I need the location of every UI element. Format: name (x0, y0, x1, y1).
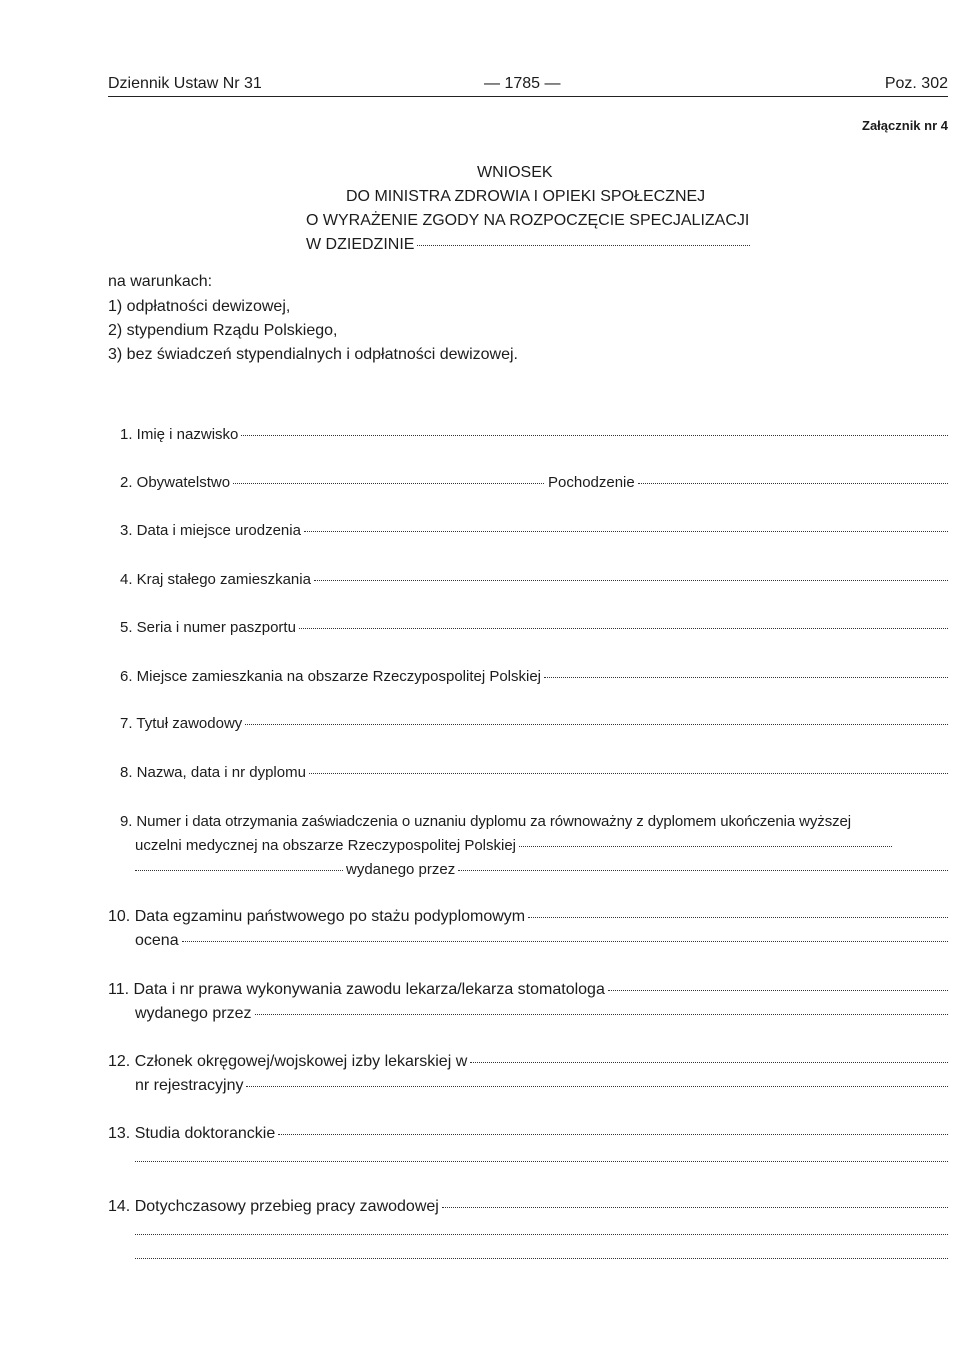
field-diploma-label: 8. Nazwa, data i nr dyplomu (120, 764, 306, 781)
field-residence-country-input[interactable] (314, 580, 948, 581)
field-birth (120, 522, 948, 539)
header-rule (108, 96, 948, 97)
specialization-label: W DZIEDZINIE (306, 236, 415, 253)
field-name-input[interactable] (241, 435, 948, 436)
field-recognition-label-2: uczelni medycznej na obszarze Rzeczypospolitej Polskiej (135, 837, 517, 854)
field-passport-label: 5. Seria i numer paszportu (120, 619, 296, 636)
field-doctoral (108, 1125, 948, 1143)
field-origin-input[interactable] (638, 483, 948, 484)
field-title-label: 7. Tytuł zawodowy (120, 715, 243, 732)
field-exam-label: 10. Data egzaminu państwowego po stażu podyplomowym (108, 908, 526, 925)
field-name (120, 426, 948, 443)
field-residence-poland (120, 668, 948, 685)
conditions-intro: na warunkach: (108, 273, 213, 290)
field-title-input[interactable] (245, 724, 948, 725)
field-license-label: 11. Data i nr prawa wykonywania zawodu lekarza/lekarza stomatologa (108, 981, 605, 998)
field-license-issuer (135, 1005, 948, 1023)
title-line-1: WNIOSEK (477, 164, 553, 181)
field-work-history-label: 14. Dotychczasowy przebieg pracy zawodowej (108, 1198, 439, 1215)
field-chamber-registration (135, 1077, 948, 1095)
field-doctoral-input[interactable] (278, 1134, 948, 1135)
field-birth-label: 3. Data i miejsce urodzenia (120, 522, 301, 539)
field-exam (108, 908, 948, 926)
field-recognition-extra-input[interactable] (135, 870, 343, 871)
field-work-history-line-3[interactable] (135, 1258, 948, 1259)
field-passport (120, 619, 948, 636)
field-residence-poland-label: 6. Miejsce zamieszkania na obszarze Rzeczypospolitej Polskiej (120, 668, 542, 685)
field-exam-grade-input[interactable] (182, 941, 948, 942)
page-number: — 1785 — (484, 75, 561, 92)
field-residence-country-label: 4. Kraj stałego zamieszkania (120, 571, 311, 588)
field-chamber-registration-label: nr rejestracyjny (135, 1077, 244, 1094)
title-line-2: DO MINISTRA ZDROWIA I OPIEKI SPOŁECZNEJ (346, 188, 706, 205)
field-recognition-issuer (135, 861, 948, 878)
condition-item-2: 2) stypendium Rządu Polskiego, (108, 322, 338, 339)
title-line-3: O WYRAŻENIE ZGODY NA ROZPOCZĘCIE SPECJALIZACJI (306, 212, 750, 229)
position-number: Poz. 302 (884, 75, 948, 92)
field-origin-label: Pochodzenie (548, 474, 635, 491)
field-diploma (120, 764, 948, 781)
field-work-history (108, 1198, 948, 1216)
condition-item-3: 3) bez świadczeń stypendialnych i odpłatności dewizowej. (108, 346, 518, 363)
field-citizenship-input[interactable] (233, 483, 544, 484)
field-license (108, 981, 948, 999)
field-work-history-input[interactable] (442, 1207, 948, 1208)
field-diploma-input[interactable] (309, 773, 948, 774)
field-citizenship (120, 474, 544, 491)
field-recognition-issuer-label: wydanego przez (346, 861, 456, 878)
field-passport-input[interactable] (299, 628, 948, 629)
field-birth-input[interactable] (304, 531, 948, 532)
field-chamber (108, 1053, 948, 1071)
journal-title: Dziennik Ustaw Nr 31 (108, 75, 262, 92)
title-line-4 (306, 236, 750, 254)
field-residence-poland-input[interactable] (544, 677, 948, 678)
field-doctoral-label: 13. Studia doktoranckie (108, 1125, 276, 1142)
field-license-issuer-label: wydanego przez (135, 1005, 252, 1022)
field-exam-grade (135, 932, 948, 950)
field-residence-country (120, 571, 948, 588)
field-origin (548, 474, 948, 491)
field-license-input[interactable] (608, 990, 948, 991)
field-chamber-label: 12. Członek okręgowej/wojskowej izby lekarskiej w (108, 1053, 468, 1070)
annex-label: Załącznik nr 4 (862, 118, 948, 133)
field-doctoral-line-2[interactable] (135, 1161, 948, 1162)
field-citizenship-label: 2. Obywatelstwo (120, 474, 231, 491)
field-name-label: 1. Imię i nazwisko (120, 426, 239, 443)
field-title (120, 715, 948, 732)
condition-item-1: 1) odpłatności dewizowej, (108, 298, 291, 315)
field-chamber-input[interactable] (470, 1062, 948, 1063)
field-work-history-line-2[interactable] (135, 1234, 948, 1235)
field-recognition-issuer-input[interactable] (458, 870, 948, 871)
field-chamber-registration-input[interactable] (246, 1086, 948, 1087)
field-license-issuer-input[interactable] (255, 1014, 948, 1015)
field-recognition (135, 837, 892, 854)
field-exam-grade-label: ocena (135, 932, 179, 949)
field-exam-input[interactable] (528, 917, 948, 918)
field-recognition-input[interactable] (519, 846, 892, 847)
field-recognition-label-1: 9. Numer i data otrzymania zaświadczenia o uznaniu dyplomu za równoważny z dyplomem ukończenia wyższej (120, 813, 851, 830)
specialization-field[interactable] (417, 245, 750, 246)
